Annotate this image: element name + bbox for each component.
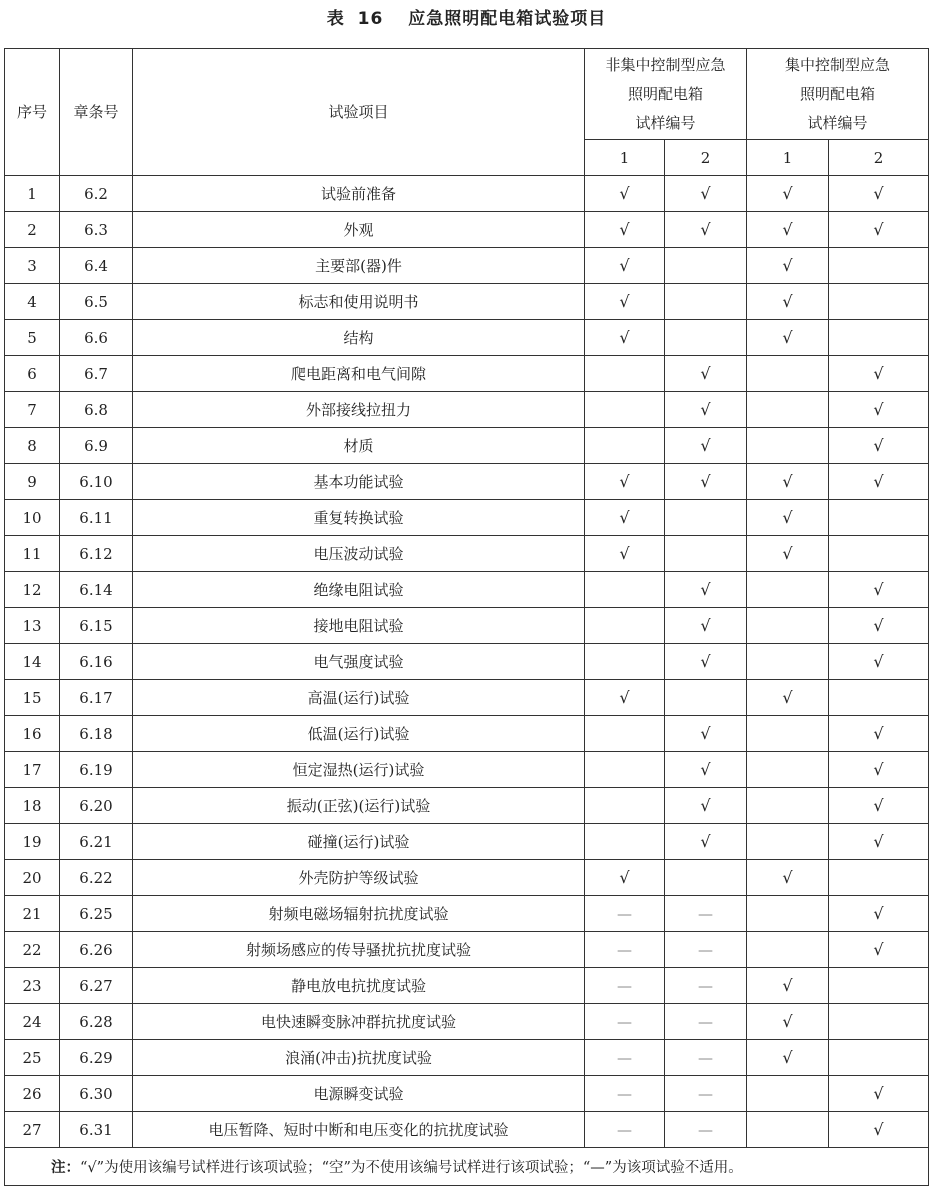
cell-seq: 21	[5, 896, 60, 932]
cell-clause: 6.5	[60, 284, 133, 320]
cell-mark: √	[665, 356, 747, 392]
cell-mark	[747, 788, 829, 824]
cell-mark	[665, 500, 747, 536]
cell-mark: √	[665, 752, 747, 788]
cell-clause: 6.27	[60, 968, 133, 1004]
cell-item: 外观	[133, 212, 585, 248]
cell-mark	[665, 248, 747, 284]
header-sample-1: 1	[585, 140, 665, 176]
cell-clause: 6.31	[60, 1112, 133, 1148]
table-row	[5, 392, 929, 428]
cell-mark	[829, 536, 929, 572]
cell-clause: 6.8	[60, 392, 133, 428]
cell-item: 基本功能试验	[133, 464, 585, 500]
cell-item: 振动(正弦)(运行)试验	[133, 788, 585, 824]
table-row	[5, 1004, 929, 1040]
cell-item: 射频电磁场辐射抗扰度试验	[133, 896, 585, 932]
cell-mark: √	[665, 716, 747, 752]
cell-mark	[829, 968, 929, 1004]
cell-seq: 17	[5, 752, 60, 788]
note-text: “√”为使用该编号试样进行该项试验；“空”为不使用该编号试样进行该项试验；“—”为该项试验不适用。	[80, 1160, 743, 1176]
cell-seq: 4	[5, 284, 60, 320]
cell-mark: √	[585, 464, 665, 500]
cell-seq: 20	[5, 860, 60, 896]
cell-mark: √	[665, 212, 747, 248]
cell-mark	[585, 572, 665, 608]
cell-mark: √	[665, 464, 747, 500]
cell-mark	[829, 860, 929, 896]
cell-mark	[747, 896, 829, 932]
cell-mark: —	[665, 1112, 747, 1148]
cell-mark: √	[829, 1112, 929, 1148]
table-row	[5, 968, 929, 1004]
cell-mark	[665, 536, 747, 572]
header-non-centralized-line1: 非集中控制型应急	[605, 55, 726, 74]
cell-mark: √	[747, 212, 829, 248]
table-row	[5, 896, 929, 932]
cell-mark: √	[829, 644, 929, 680]
cell-clause: 6.28	[60, 1004, 133, 1040]
cell-mark	[829, 1004, 929, 1040]
cell-item: 电源瞬变试验	[133, 1076, 585, 1112]
table-row	[5, 932, 929, 968]
cell-mark: √	[829, 716, 929, 752]
cell-mark: √	[747, 464, 829, 500]
header-sample-3: 1	[747, 140, 829, 176]
header-centralized-line3: 试样编号	[807, 113, 868, 132]
test-items-table	[4, 48, 929, 1186]
cell-seq: 8	[5, 428, 60, 464]
cell-mark: √	[829, 464, 929, 500]
cell-mark: √	[829, 824, 929, 860]
cell-mark	[829, 500, 929, 536]
cell-item: 结构	[133, 320, 585, 356]
cell-clause: 6.17	[60, 680, 133, 716]
cell-mark	[747, 356, 829, 392]
table-row	[5, 1112, 929, 1148]
cell-mark: √	[829, 896, 929, 932]
cell-mark: —	[585, 968, 665, 1004]
cell-mark: √	[747, 860, 829, 896]
table-title-text: 应急照明配电箱试验项目	[408, 9, 607, 29]
cell-clause: 6.18	[60, 716, 133, 752]
cell-mark: √	[585, 320, 665, 356]
table-row	[5, 680, 929, 716]
cell-mark	[665, 860, 747, 896]
cell-mark	[747, 1112, 829, 1148]
cell-mark: √	[665, 788, 747, 824]
cell-clause: 6.26	[60, 932, 133, 968]
cell-seq: 10	[5, 500, 60, 536]
cell-mark: √	[829, 356, 929, 392]
cell-mark	[665, 284, 747, 320]
cell-mark: √	[665, 608, 747, 644]
header-non-centralized-line3: 试样编号	[635, 113, 696, 132]
cell-item: 电快速瞬变脉冲群抗扰度试验	[133, 1004, 585, 1040]
cell-mark: —	[585, 1004, 665, 1040]
cell-mark: √	[585, 212, 665, 248]
cell-mark: —	[665, 1076, 747, 1112]
cell-mark	[585, 824, 665, 860]
table-row	[5, 284, 929, 320]
cell-clause: 6.15	[60, 608, 133, 644]
cell-item: 绝缘电阻试验	[133, 572, 585, 608]
cell-mark: √	[747, 1040, 829, 1076]
cell-item: 标志和使用说明书	[133, 284, 585, 320]
cell-clause: 6.2	[60, 176, 133, 212]
cell-mark	[665, 680, 747, 716]
table-row	[5, 536, 929, 572]
cell-mark	[585, 428, 665, 464]
cell-seq: 27	[5, 1112, 60, 1148]
cell-mark: √	[747, 248, 829, 284]
table-row	[5, 752, 929, 788]
table-row	[5, 572, 929, 608]
cell-clause: 6.16	[60, 644, 133, 680]
cell-mark: —	[585, 1076, 665, 1112]
cell-mark: √	[747, 320, 829, 356]
table-row	[5, 716, 929, 752]
cell-item: 低温(运行)试验	[133, 716, 585, 752]
table-row	[5, 320, 929, 356]
cell-seq: 2	[5, 212, 60, 248]
cell-mark	[585, 788, 665, 824]
cell-seq: 19	[5, 824, 60, 860]
cell-mark: √	[747, 968, 829, 1004]
cell-seq: 11	[5, 536, 60, 572]
cell-seq: 3	[5, 248, 60, 284]
cell-mark: —	[665, 896, 747, 932]
cell-clause: 6.30	[60, 1076, 133, 1112]
header-non-centralized-line2: 照明配电箱	[628, 84, 704, 103]
cell-mark: √	[747, 176, 829, 212]
cell-seq: 24	[5, 1004, 60, 1040]
cell-mark	[829, 680, 929, 716]
cell-mark: —	[585, 896, 665, 932]
cell-item: 重复转换试验	[133, 500, 585, 536]
cell-seq: 26	[5, 1076, 60, 1112]
table-row	[5, 428, 929, 464]
cell-item: 外壳防护等级试验	[133, 860, 585, 896]
header-centralized-line1: 集中控制型应急	[785, 55, 891, 74]
cell-mark: √	[747, 284, 829, 320]
cell-mark	[747, 1076, 829, 1112]
cell-item: 浪涌(冲击)抗扰度试验	[133, 1040, 585, 1076]
cell-mark: √	[747, 500, 829, 536]
cell-item: 材质	[133, 428, 585, 464]
cell-item: 接地电阻试验	[133, 608, 585, 644]
cell-clause: 6.29	[60, 1040, 133, 1076]
cell-mark	[747, 824, 829, 860]
header-item: 试验项目	[133, 49, 585, 176]
cell-mark: √	[665, 572, 747, 608]
header-centralized	[747, 49, 929, 140]
cell-mark: √	[585, 536, 665, 572]
cell-mark: √	[829, 572, 929, 608]
table-row	[5, 464, 929, 500]
cell-clause: 6.22	[60, 860, 133, 896]
cell-clause: 6.3	[60, 212, 133, 248]
cell-mark	[829, 284, 929, 320]
cell-clause: 6.6	[60, 320, 133, 356]
cell-clause: 6.19	[60, 752, 133, 788]
cell-clause: 6.7	[60, 356, 133, 392]
header-centralized-line2: 照明配电箱	[800, 84, 876, 103]
cell-mark: √	[665, 644, 747, 680]
cell-mark	[747, 752, 829, 788]
cell-seq: 23	[5, 968, 60, 1004]
cell-clause: 6.14	[60, 572, 133, 608]
cell-item: 爬电距离和电气间隙	[133, 356, 585, 392]
cell-item: 高温(运行)试验	[133, 680, 585, 716]
table-row	[5, 1040, 929, 1076]
cell-mark: √	[829, 392, 929, 428]
cell-mark	[585, 644, 665, 680]
cell-clause: 6.12	[60, 536, 133, 572]
cell-seq: 15	[5, 680, 60, 716]
cell-mark: —	[665, 1004, 747, 1040]
cell-mark: —	[665, 932, 747, 968]
cell-clause: 6.20	[60, 788, 133, 824]
cell-mark	[747, 644, 829, 680]
table-row	[5, 176, 929, 212]
cell-mark: √	[829, 212, 929, 248]
cell-clause: 6.21	[60, 824, 133, 860]
cell-mark: √	[829, 752, 929, 788]
cell-mark	[585, 356, 665, 392]
cell-seq: 7	[5, 392, 60, 428]
cell-mark: —	[585, 1112, 665, 1148]
cell-mark	[747, 608, 829, 644]
cell-seq: 22	[5, 932, 60, 968]
table-note	[5, 1148, 929, 1186]
cell-mark	[747, 428, 829, 464]
cell-mark: √	[585, 680, 665, 716]
cell-mark	[585, 752, 665, 788]
cell-mark: √	[585, 284, 665, 320]
cell-clause: 6.10	[60, 464, 133, 500]
cell-item: 主要部(器)件	[133, 248, 585, 284]
cell-item: 恒定湿热(运行)试验	[133, 752, 585, 788]
cell-mark: √	[829, 608, 929, 644]
cell-mark	[747, 392, 829, 428]
table-number: 16	[357, 9, 384, 29]
cell-mark	[665, 320, 747, 356]
table-row	[5, 644, 929, 680]
cell-mark: √	[747, 536, 829, 572]
cell-mark: √	[829, 428, 929, 464]
cell-item: 射频场感应的传导骚扰抗扰度试验	[133, 932, 585, 968]
cell-mark	[829, 248, 929, 284]
cell-mark: √	[585, 860, 665, 896]
cell-seq: 18	[5, 788, 60, 824]
cell-mark: √	[585, 248, 665, 284]
table-label: 表	[326, 9, 345, 29]
cell-item: 碰撞(运行)试验	[133, 824, 585, 860]
header-seq: 序号	[5, 49, 60, 176]
cell-seq: 1	[5, 176, 60, 212]
cell-mark	[747, 716, 829, 752]
table-row	[5, 860, 929, 896]
table-title	[0, 4, 933, 34]
header-non-centralized	[585, 49, 747, 140]
cell-item: 电压波动试验	[133, 536, 585, 572]
cell-mark: √	[585, 176, 665, 212]
cell-mark	[585, 392, 665, 428]
cell-mark: √	[665, 824, 747, 860]
cell-clause: 6.9	[60, 428, 133, 464]
cell-mark: √	[665, 176, 747, 212]
cell-item: 静电放电抗扰度试验	[133, 968, 585, 1004]
cell-seq: 13	[5, 608, 60, 644]
table-row	[5, 248, 929, 284]
cell-mark	[829, 1040, 929, 1076]
table-row	[5, 212, 929, 248]
header-sample-4: 2	[829, 140, 929, 176]
cell-mark: √	[829, 932, 929, 968]
cell-clause: 6.4	[60, 248, 133, 284]
table-row	[5, 608, 929, 644]
header-clause: 章条号	[60, 49, 133, 176]
cell-item: 电气强度试验	[133, 644, 585, 680]
cell-mark: √	[829, 176, 929, 212]
table-row	[5, 500, 929, 536]
cell-clause: 6.11	[60, 500, 133, 536]
cell-seq: 16	[5, 716, 60, 752]
cell-mark	[585, 716, 665, 752]
cell-seq: 14	[5, 644, 60, 680]
table-row	[5, 824, 929, 860]
note-label: 注：	[51, 1160, 80, 1176]
cell-mark	[747, 932, 829, 968]
cell-mark: —	[585, 1040, 665, 1076]
table-row	[5, 1076, 929, 1112]
header-sample-2: 2	[665, 140, 747, 176]
cell-mark: √	[665, 428, 747, 464]
cell-mark	[747, 572, 829, 608]
cell-seq: 25	[5, 1040, 60, 1076]
cell-seq: 6	[5, 356, 60, 392]
cell-seq: 12	[5, 572, 60, 608]
cell-seq: 5	[5, 320, 60, 356]
cell-mark: √	[747, 680, 829, 716]
cell-mark: —	[665, 968, 747, 1004]
cell-mark: √	[665, 392, 747, 428]
cell-mark: —	[585, 932, 665, 968]
table-row	[5, 356, 929, 392]
cell-mark: √	[747, 1004, 829, 1040]
cell-clause: 6.25	[60, 896, 133, 932]
cell-mark: —	[665, 1040, 747, 1076]
cell-item: 外部接线拉扭力	[133, 392, 585, 428]
cell-seq: 9	[5, 464, 60, 500]
cell-mark	[829, 320, 929, 356]
cell-item: 试验前准备	[133, 176, 585, 212]
table-row	[5, 788, 929, 824]
cell-mark: √	[585, 500, 665, 536]
cell-mark: √	[829, 1076, 929, 1112]
cell-item: 电压暂降、短时中断和电压变化的抗扰度试验	[133, 1112, 585, 1148]
cell-mark: √	[829, 788, 929, 824]
cell-mark	[585, 608, 665, 644]
